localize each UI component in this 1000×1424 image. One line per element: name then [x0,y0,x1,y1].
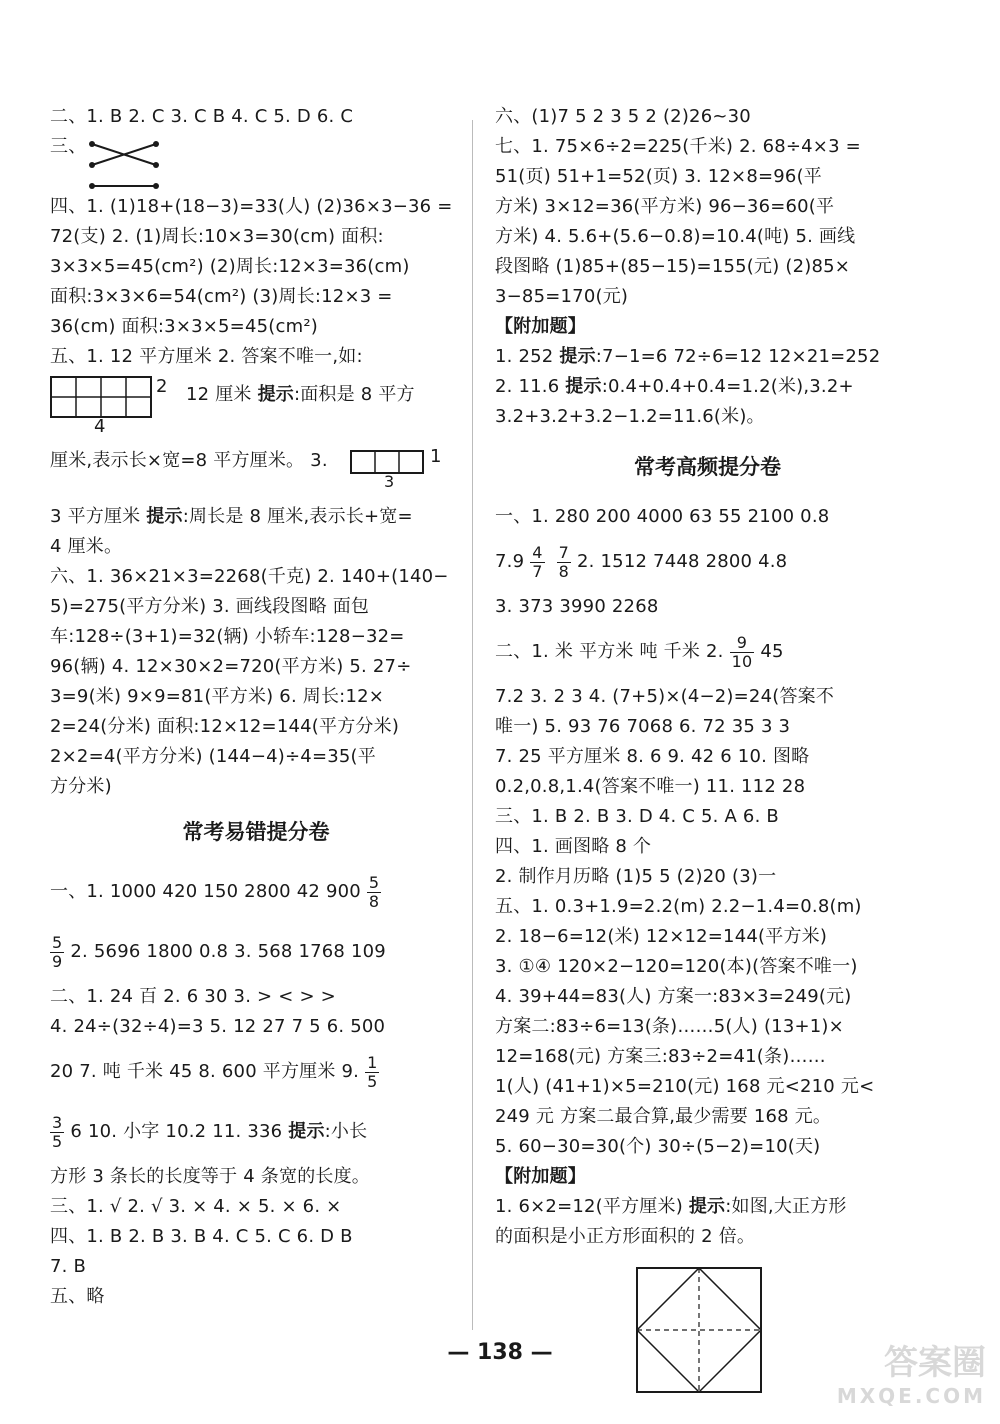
page-number: — 138 — [447,1340,553,1365]
answer-line: 3. 373 3990 2268 [495,596,659,617]
answer-line: 五、1. 12 平方厘米 2. 答案不唯一,如: [50,346,363,367]
hint-label: 提示 [288,1121,325,1142]
answer-line: 3. ①④ 120×2−120=120(本)(答案不唯一) [495,956,858,977]
answer-line: 方米) 3×12=36(平方米) 96−36=60(平 [495,196,835,217]
answer-line: 的面积是小正方形面积的 2 倍。 [495,1226,756,1247]
answer-line: 5. 60−30=30(个) 30÷(5−2)=10(天) [495,1136,821,1157]
answer-line: 4. 24÷(32÷4)=3 5. 12 27 7 5 6. 500 [50,1016,386,1037]
answer-line: 段图略 (1)85+(85−15)=155(元) (2)85× [495,256,851,277]
answer-line: 1. 252 提示:7−1=6 72÷6=12 12×21=252 [495,346,881,367]
answer-line: $\frac{3}{5}$ 6 10. 小字 10.2 11. 336 提示:小长 [52,1112,368,1151]
answer-line: 7. 25 平方厘米 8. 6 9. 42 6 10. 图略 [495,746,810,767]
section-heading: 常考易错提分卷 [182,820,330,844]
answer-line: 五、略 [50,1286,105,1307]
answer-line: 20 7. 吨 千米 45 8. 600 平方厘米 9. $\frac{1}{5}$ [50,1052,378,1091]
answer-line: 方分米) [50,776,112,797]
answer-line: 三、1. B 2. B 3. D 4. C 5. A 6. B [495,806,779,827]
answer-line: 7.9 $\frac{4}{7}$ $\frac{7}{8}$ 2. 1512 7448 2800 4.8 [495,542,788,581]
answer-line: 面积:3×3×6=54(cm²) (3)周长:12×3 = [50,286,393,307]
grid-answer-row [50,372,462,442]
extra-questions-title: 【附加题】 [495,1166,586,1187]
right-column [495,102,920,1402]
answer-line: 96(辆) 4. 12×30×2=720(平方米) 5. 27÷ [50,656,412,677]
answer-line: 二、1. B 2. C 3. C B 4. C 5. D 6. C [50,106,354,127]
answer-line: 六、1. 36×21×3=2268(千克) 2. 140+(140− [50,566,449,587]
answer-line: 3−85=170(元) [495,286,629,307]
answer-line: 七、1. 75×6÷2=225(千米) 2. 68÷4×3 = [495,136,861,157]
answer-line: 4. 39+44=83(人) 方案一:83×3=249(元) [495,986,852,1007]
answer-line: 方米) 4. 5.6+(5.6−0.8)=10.4(吨) 5. 画线 [495,226,856,247]
hint-label: 提示 [565,376,602,397]
small-grid-row [50,442,462,502]
answer-line: 车:128÷(3+1)=32(辆) 小轿车:128−32= [50,626,405,647]
answer-line: 二、1. 24 百 2. 6 30 3. > < > > [50,986,336,1007]
answer-line: 方案二:83÷6=13(条)……5(人) (13+1)× [495,1016,844,1037]
answer-line: 249 元 方案二最合算,最少需要 168 元。 [495,1106,832,1127]
fraction: $\frac{3}{5}$ [52,1112,63,1151]
answer-line: $\frac{5}{9}$ 2. 5696 1800 0.8 3. 568 1768 109 [52,932,386,971]
answer-line: 72(支) 2. (1)周长:10×3=30(cm) 面积: [50,226,384,247]
rectangle-grid-diagram [50,376,170,436]
fraction: $\frac{9}{10}$ [731,632,753,671]
grid-bottom-label: 4 [94,416,106,437]
answer-line: 四、1. B 2. B 3. B 4. C 5. C 6. D B [50,1226,353,1247]
answer-line: 36(cm) 面积:3×3×5=45(cm²) [50,316,318,337]
fraction: $\frac{5}{8}$ [368,872,380,911]
answer-line: 2. 18−6=12(米) 12×12=144(平方米) [495,926,828,947]
answer-line: 五、1. 0.3+1.9=2.2(m) 2.2−1.4=0.8(m) [495,896,862,917]
answer-line: 一、1. 280 200 4000 63 55 2100 0.8 [495,506,830,527]
section-heading: 常考高频提分卷 [634,455,781,479]
answer-line: 0.2,0.8,1.4(答案不唯一) 11. 112 28 [495,776,806,797]
answer-line: 四、1. 画图略 8 个 [495,836,652,857]
answer-line: 3.2+3.2+3.2−1.2=11.6(米)。 [495,406,765,427]
grid-side-label: 2 [156,376,168,397]
fraction: $\frac{5}{9}$ [52,932,63,971]
answer-line: 2. 11.6 提示:0.4+0.4+0.4=1.2(米),3.2+ [495,376,854,397]
answer-line: 厘米,表示长×宽=8 平方厘米。 3. [50,450,328,471]
answer-line: 唯一) 5. 93 76 7068 6. 72 35 3 3 [495,716,791,737]
answer-line: 一、1. 1000 420 150 2800 42 900 $\frac{5}{8}$ [50,872,380,911]
answer-line: 7.2 3. 2 3 4. (7+5)×(4−2)=24(答案不 [495,686,835,707]
answer-line: 方形 3 条长的长度等于 4 条宽的长度。 [50,1166,370,1187]
extra-questions-title: 【附加题】 [495,316,586,337]
left-column [50,102,462,1312]
answer-line: 2. 制作月历略 (1)5 5 (2)20 (3)一 [495,866,777,887]
matching-diagram [88,138,178,198]
fraction: $\frac{7}{8}$ [558,542,570,581]
answer-line: 3=9(米) 9×9=81(平方米) 6. 周长:12× [50,686,385,707]
answer-line: 12=168(元) 方案三:83÷2=41(条)…… [495,1046,826,1067]
answer-line: 3 平方厘米 提示:周长是 8 厘米,表示长+宽= [50,506,413,527]
answer-line: 12 厘米 提示:面积是 8 平方 [186,384,415,405]
small-grid-side-label: 1 [430,446,442,467]
answer-line: 1. 6×2=12(平方厘米) 提示:如图,大正方形 [495,1196,847,1217]
matching-row [50,132,462,164]
section-label: 三、 [50,136,87,157]
answer-line: 六、(1)7 5 2 3 5 2 (2)26~30 [495,106,751,127]
fraction: $\frac{4}{7}$ [532,542,543,581]
hint-label: 提示 [688,1196,726,1217]
hint-label: 提示 [257,384,294,405]
answer-line: 三、1. √ 2. √ 3. × 4. × 5. × 6. × [50,1196,342,1217]
answer-line: 四、1. (1)18+(18−3)=33(人) (2)36×3−36 = [50,196,453,217]
hint-label: 提示 [146,506,183,527]
nested-square-diagram [635,1266,765,1406]
small-grid-bottom-label: 3 [384,472,395,491]
answer-line: 4 厘米。 [50,536,123,557]
answer-line: 7. B [50,1256,87,1277]
hint-label: 提示 [559,346,596,367]
column-divider [472,120,473,1330]
answer-line: 1(人) (41+1)×5=210(元) 168 元<210 元< [495,1076,875,1097]
answer-line: 2=24(分米) 面积:12×12=144(平方分米) [50,716,400,737]
answer-line: 5)=275(平方分米) 3. 画线段图略 面包 [50,596,370,617]
answer-line: 二、1. 米 平方米 吨 千米 2. $\frac{9}{10}$ 45 [495,632,784,671]
answer-line: 2×2=4(平方分米) (144−4)÷4=35(平 [50,746,376,767]
site-watermark: 答案圈 MXQE.COM [836,1343,986,1408]
answer-line: 3×3×5=45(cm²) (2)周长:12×3=36(cm) [50,256,410,277]
fraction: $\frac{1}{5}$ [367,1052,378,1091]
answer-line: 51(页) 51+1=52(页) 3. 12×8=96(平 [495,166,823,187]
